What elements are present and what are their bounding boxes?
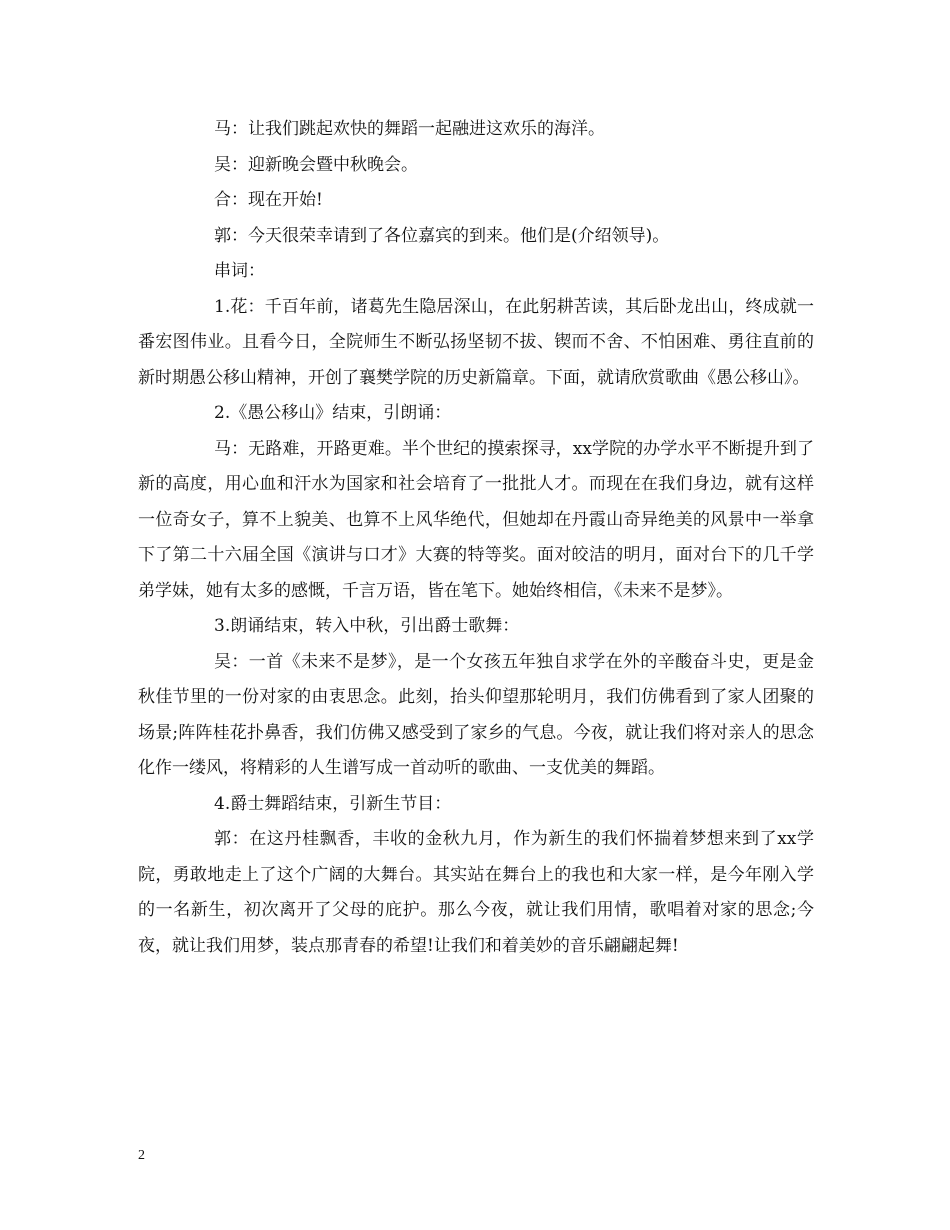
paragraph-ma-recitation: 马：无路难，开路更难。半个世纪的摸索探寻，xx学院的办学水平不断提升到了新的高度，用心血和汗水为国家和社会培育了一批批人才。而现在在我们身边，就有这样一位奇女子，算不上貌美、也算不上风华绝代，但她却在丹霞山奇异绝美的风景中一举拿下了第二十六届全国《演讲与口才》大赛的特等奖。面对皎洁的明月，面对台下的几千学弟学妹，她有太多的感慨，千言万语，皆在笔下。她始终相信，《未来不是梦》。 (138, 438, 814, 601)
paragraph-item-2: 2.《愚公移山》结束，引朗诵： (214, 403, 452, 423)
paragraph-guo-guests: 郭：今天很荣幸请到了各位嘉宾的到来。他们是(介绍领导)。 (214, 225, 670, 246)
paragraph-guo-freshmen: 郭：在这丹桂飘香，丰收的金秋九月，作为新生的我们怀揣着梦想来到了xx学院，勇敢地走上了这个广阔的大舞台。其实站在舞台上的我也和大家一样，是今年刚入学的一名新生，初次离开了父母的庇护。那么今夜，就让我们用情，歌唱着对家的思念;今夜，就让我们用梦，装点那青春的希望!让我们和着美妙的音乐翩翩起舞! (138, 829, 814, 956)
page-number: 2 (138, 1148, 145, 1163)
paragraph-lyrics-heading: 串词： (214, 261, 265, 281)
paragraph-wu-midautumn: 吴：一首《未来不是梦》，是一个女孩五年独自求学在外的辛酸奋斗史，更是金秋佳节里的一份对家的由衷思念。此刻，抬头仰望那轮明月，我们仿佛看到了家人团聚的场景;阵阵桂花扑鼻香，我们仿佛又感受到了家乡的气息。今夜，就让我们将对亲人的思念化作一缕风，将精彩的人生谱写成一首动听的歌曲、一支优美的舞蹈。 (138, 651, 814, 778)
paragraph-item-4: 4.爵士舞蹈结束，引新生节目： (214, 793, 452, 814)
paragraph-item-3: 3.朗诵结束，转入中秋，引出爵士歌舞： (214, 616, 520, 636)
paragraph-together-start: 合：现在开始! (214, 190, 323, 210)
document-body (138, 112, 814, 964)
paragraph-ma-dance: 马：让我们跳起欢快的舞蹈一起融进这欢乐的海洋。 (214, 119, 605, 139)
paragraph-item-1: 1.花：千百年前，诸葛先生隐居深山，在此躬耕苦读，其后卧龙出山，终成就一番宏图伟业。且看今日，全院师生不断弘扬坚韧不拔、锲而不舍、不怕困难、勇往直前的新时期愚公移山精神，开创了襄樊学院的历史新篇章。下面，就请欣赏歌曲《愚公移山》。 (138, 296, 814, 388)
paragraph-wu-gala: 吴：迎新晚会暨中秋晚会。 (214, 154, 418, 175)
